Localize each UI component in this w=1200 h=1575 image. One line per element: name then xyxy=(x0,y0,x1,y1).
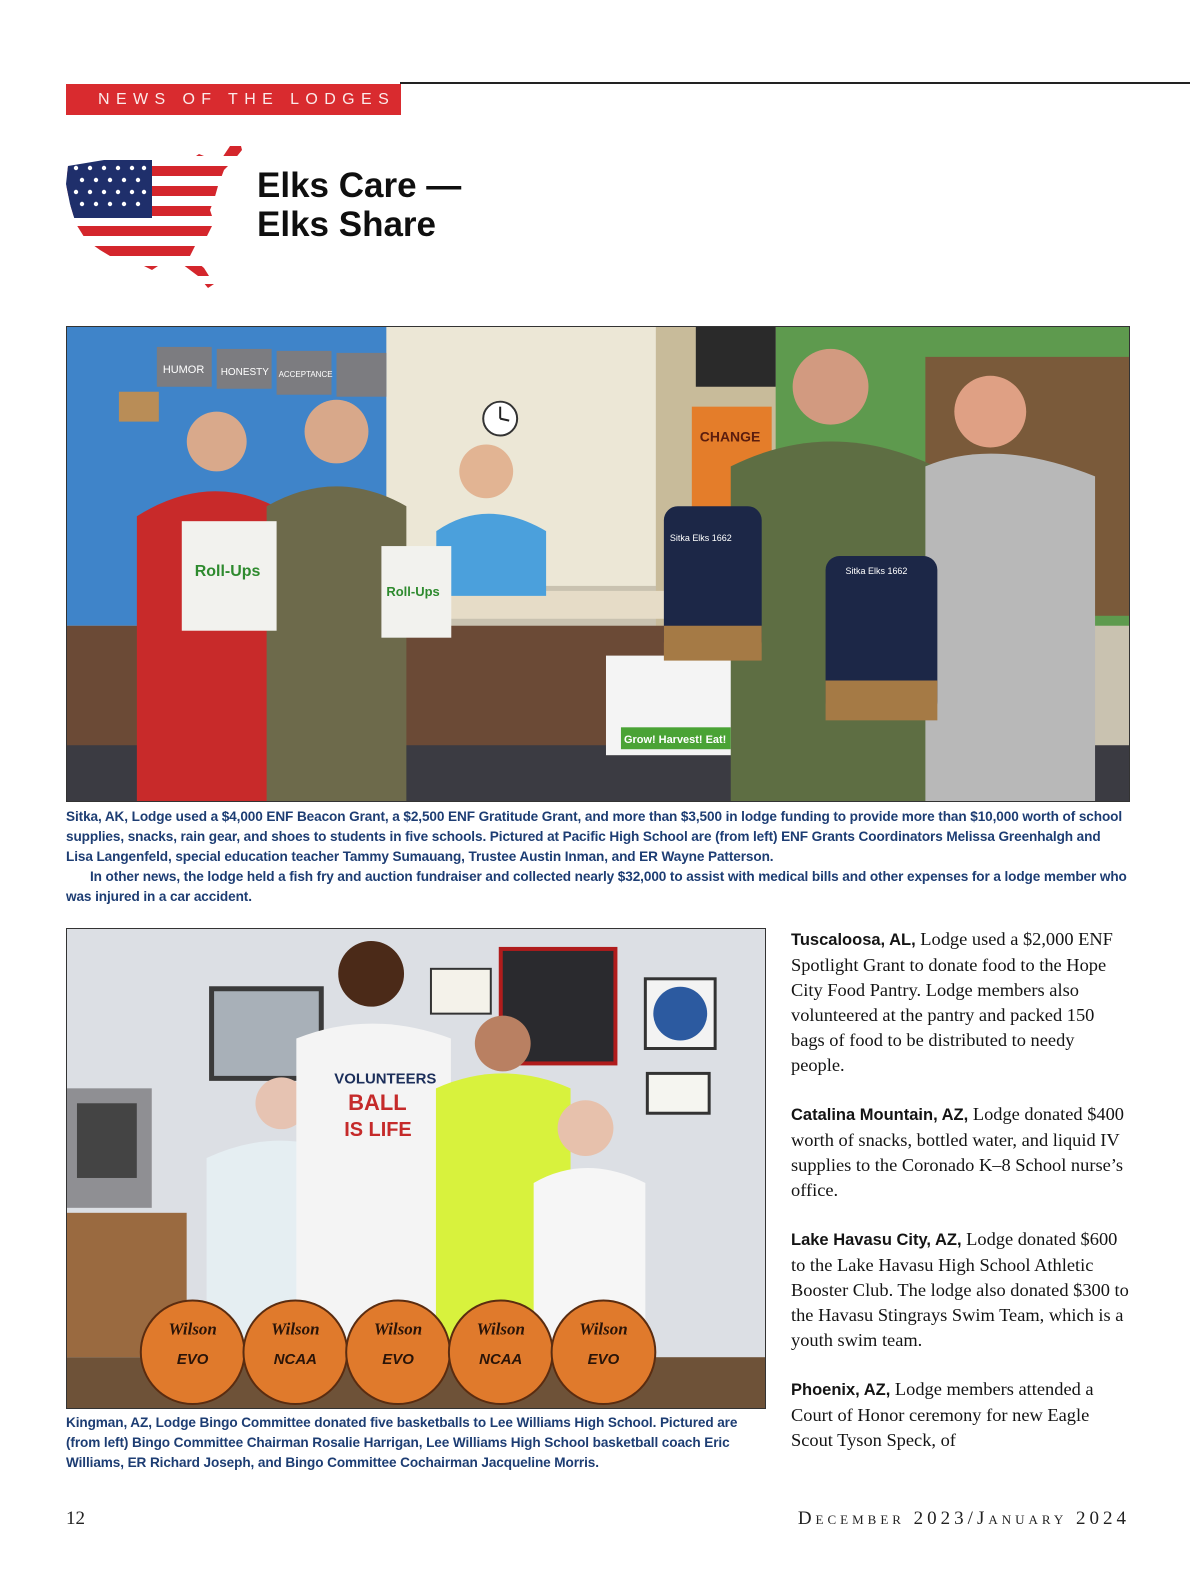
shirt-text-volunteers: VOLUNTEERS xyxy=(334,1070,437,1088)
top-rule xyxy=(400,82,1190,84)
issue-date: December 2023/January 2024 xyxy=(797,1508,1130,1529)
backpack-label-1: Sitka Elks 1662 xyxy=(669,533,732,544)
photo-kingman xyxy=(66,928,766,1409)
sign-acceptance: ACCEPTANCE xyxy=(278,369,333,379)
headline-line-1: Elks Care — xyxy=(257,166,462,205)
basketball-brand-label: Wilson xyxy=(579,1319,628,1339)
story-lake-havasu xyxy=(791,1227,1131,1353)
basketball xyxy=(449,1300,553,1404)
basketball xyxy=(141,1300,245,1404)
story-catalina-mountain xyxy=(791,1102,1131,1203)
photo-sitka xyxy=(66,326,1130,802)
basketball-model-label: EVO xyxy=(382,1351,414,1369)
caption-kingman-text: Lodge Bingo Committee donated five basketballs to Lee Williams High School. Pictured are (from left) Bingo Committee Chairman Rosalie Harrigan, Lee Williams High School basketball coach Eric Williams, ER Richard Joseph, and Bingo Committee Cochairman Jacqueline Morris. xyxy=(66,1415,738,1470)
story-tuscaloosa xyxy=(791,927,1131,1078)
product-box-text-2: Roll-Ups xyxy=(386,583,440,599)
story-place: Phoenix, AZ, xyxy=(791,1381,891,1399)
news-column xyxy=(791,927,1131,1477)
story-place: Lake Havasu City, AZ, xyxy=(791,1231,962,1249)
section-banner: NEWS OF THE LODGES xyxy=(66,84,401,115)
basketball-brand-label: Wilson xyxy=(168,1319,217,1339)
basketball-brand-label: Wilson xyxy=(373,1319,423,1339)
story-place: Catalina Mountain, AZ, xyxy=(791,1106,969,1124)
story-phoenix xyxy=(791,1377,1131,1453)
page-number: 12 xyxy=(66,1508,85,1529)
basketball-model-label: NCAA xyxy=(479,1351,523,1369)
backpack-label-2: Sitka Elks 1662 xyxy=(845,565,908,576)
sign-grow-harvest: Grow! Harvest! Eat! xyxy=(623,734,727,747)
product-box-text-1: Roll-Ups xyxy=(194,562,261,580)
caption-sitka xyxy=(66,807,1130,907)
story-place: Tuscaloosa, AL, xyxy=(791,931,916,949)
sign-humor: HUMOR xyxy=(162,363,205,376)
basketball-brand-label: Wilson xyxy=(476,1319,525,1339)
basketball xyxy=(243,1300,347,1404)
shirt-text-ball: BALL xyxy=(348,1090,407,1116)
caption-kingman xyxy=(66,1413,766,1473)
us-flag-map-icon xyxy=(64,138,246,292)
caption-sitka-location: Sitka, AK, xyxy=(66,809,128,824)
headline xyxy=(257,166,461,244)
caption-sitka-text: Lodge used a $4,000 ENF Beacon Grant, a $2,500 ENF Gratitude Grant, and more than $3,500 in lodge funding to provide more than $10,000 worth of school supplies, snacks, rain gear, and shoes to students in five schools. Pictured at Pacific High School are (from left) ENF Grants Coordinators Melissa Greenhalgh and Lisa Langenfeld, special education teacher Tammy Sumauang, Trustee Austin Inman, and ER Wayne Patterson. xyxy=(66,809,1123,864)
story-text: Lodge used a $2,000 ENF Spotlight Grant to donate food to the Hope City Food Pantry. Lodge members also volunteered at the pantry and packed 150 bags of food to be distributed to needy people. xyxy=(791,929,1113,1075)
story-text: Lodge donated $400 worth of snacks, bottled water, and liquid IV supplies to the Coronado K–8 School nurse’s office. xyxy=(791,1104,1125,1200)
basketball-brand-label: Wilson xyxy=(271,1319,320,1339)
basketball-model-label: EVO xyxy=(176,1351,209,1369)
story-text: Lodge members attended a Court of Honor ceremony for new Eagle Scout Tyson Speck, of xyxy=(791,1379,1094,1450)
shirt-text-is-life: IS LIFE xyxy=(344,1119,412,1142)
story-text: Lodge donated $600 to the Lake Havasu High School Athletic Booster Club. The lodge also donated $300 to the Havasu Stingrays Swim Team, which is a youth swim team. xyxy=(791,1229,1129,1350)
sign-change: CHANGE xyxy=(699,428,761,445)
basketball-model-label: NCAA xyxy=(273,1351,317,1369)
caption-kingman-location: Kingman, AZ, xyxy=(66,1415,152,1430)
basketball-model-label: EVO xyxy=(587,1351,620,1369)
basketball xyxy=(552,1300,656,1404)
basketball xyxy=(346,1300,450,1404)
sign-honesty: HONESTY xyxy=(220,366,269,378)
caption-sitka-text-2: In other news, the lodge held a fish fry and auction fundraiser and collected nearly $32,000 to assist with medical bills and other expenses for a lodge member who was injured in a car accident. xyxy=(66,869,1127,904)
headline-line-2: Elks Share xyxy=(257,205,436,244)
